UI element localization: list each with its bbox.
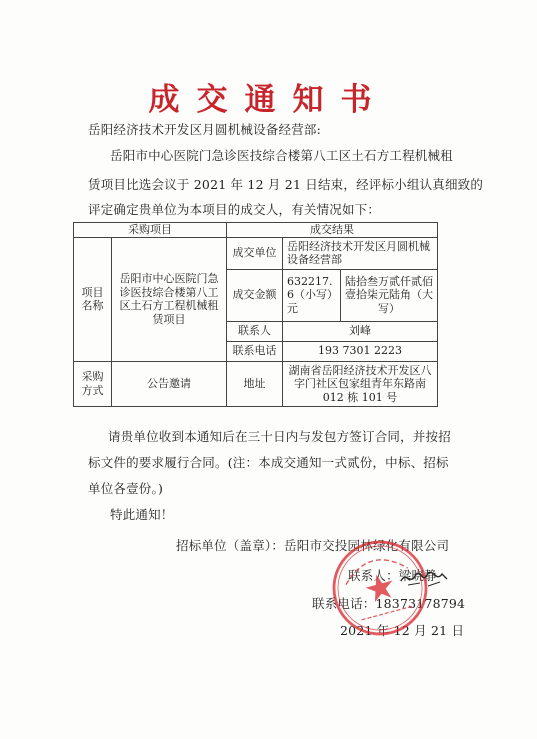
amount-lower: 632217. 6（小写）元	[283, 269, 341, 321]
notice-line-3: 单位各壹份。)	[88, 481, 164, 496]
award-table	[73, 222, 438, 407]
project-name-value: 岳阳市中心医院门急诊医技综合楼第八工区土石方工程机械租赁项目	[112, 237, 227, 361]
header-award-result: 成交结果	[227, 223, 438, 238]
unit-value: 岳阳经济技术开发区月圆机械设备经营部	[283, 237, 438, 269]
unit-label: 成交单位	[227, 237, 283, 269]
intro-line-2: 赁项目比选会议于 2021 年 12 月 21 日结束，经评标小组认真细致的	[88, 177, 484, 192]
contact-person-line: 联系人：梁晓静	[348, 568, 437, 583]
notice-line-2: 标文件的要求履行合同。(注：本成交通知一式贰份，中标、招标	[88, 455, 449, 470]
amount-label: 成交金额	[227, 269, 283, 321]
recipient-line: 岳阳经济技术开发区月圆机械设备经营部:	[88, 122, 322, 137]
intro-line-3: 评定确定贵单位为本项目的成交人，有关情况如下：	[88, 202, 381, 217]
date-line: 2021 年 12 月 21 日	[340, 623, 465, 638]
closing-text: 特此通知！	[110, 507, 174, 522]
project-name-label: 项目名称	[74, 237, 112, 361]
contact-label: 联系人	[227, 321, 283, 341]
method-label: 采购方式	[74, 361, 112, 407]
header-procurement-item: 采购项目	[74, 223, 227, 238]
address-label: 地址	[227, 361, 283, 407]
method-value: 公告邀请	[112, 361, 227, 407]
address-value: 湖南省岳阳经济技术开发区八字门社区包家组青年东路南 012 栋 101 号	[283, 361, 438, 407]
contact-phone-line: 联系电话：18373178794	[312, 596, 466, 611]
phone-label: 联系电话	[227, 341, 283, 361]
document-title: 成交通知书	[148, 82, 389, 118]
phone-value: 193 7301 2223	[283, 341, 438, 361]
contact-value: 刘峰	[283, 321, 438, 341]
issuer-line: 招标单位（盖章）：岳阳市交投园林绿化有限公司	[176, 538, 450, 553]
notice-line-1: 请贵单位收到本通知后在三十日内与发包方签订合同，并按招	[108, 429, 451, 444]
amount-upper: 陆拾叁万贰仟贰佰壹拾柒元陆角（大写）	[341, 269, 438, 321]
handwritten-signature	[398, 567, 450, 589]
intro-line-1: 岳阳市中心医院门急诊医技综合楼第八工区土石方工程机械租	[110, 148, 453, 163]
